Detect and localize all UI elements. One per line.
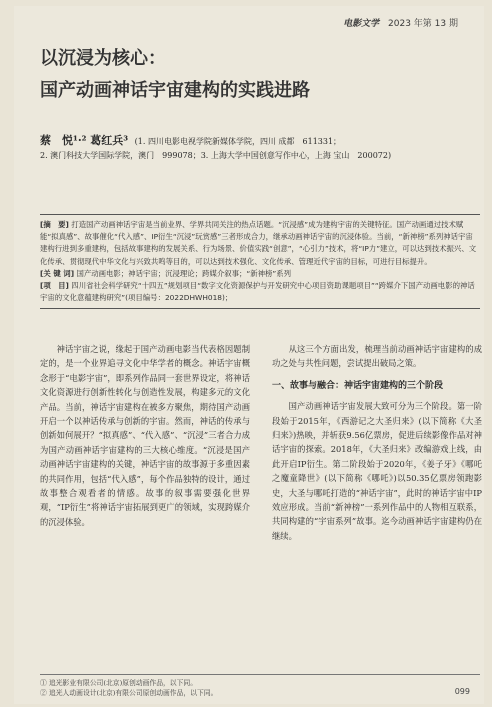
body-paragraph: 神话宇宙之说，缘起于国产动画电影当代表格因题制定的，是一个业界追寻文化中华学者的概念。神话宇宙概念形于“电影宇宙”，即系列作品同一套世界设定，将神话文化资源进行创新性转化与创造性发展，构建多元的文化产品。当前，神话宇宙建构在被多方聚焦，期待国产动画开启一个以神话传承与创新的宇宙。然而，神话的传承与创新如何展开？“拟真感”、“代入感”、“沉浸”三者合力成为国产动画神话宇宙建构的三大核心维度。“沉浸是国产动画神话宇宙建构的关键，神话宇宙的故事源于多重因素的共同作用，包括“代入感”，每个作品独特的设计，通过故事整合观看者的情感。故事的叙事需要强化世界观，“IP衍生”将神话宇宙拓展到更广的领域，实现跨媒介的沉浸体验。 xyxy=(40,344,250,527)
project-row xyxy=(40,280,480,304)
body-left-column xyxy=(40,342,250,529)
keywords-text: 国产动画电影；神话宇宙；沉浸理论；跨媒介叙事；“新神榜”系列 xyxy=(76,268,292,278)
document-page xyxy=(14,6,484,704)
keywords-label: [关 键 词] xyxy=(40,268,75,278)
running-header xyxy=(343,16,458,29)
article-title-line1: 以沉浸为核心： xyxy=(40,48,166,69)
keywords-row xyxy=(40,268,480,280)
body-paragraph: 从这三个方面出发，梳理当前动画神话宇宙建构的成功之处与共性问题，尝试提出破局之策。 xyxy=(272,344,482,369)
footnotes xyxy=(40,674,480,698)
footnote-1: ① 追光影业有限公司(北京)原创动画作品，以下同。 xyxy=(40,679,197,687)
affiliation-2: 2. 澳门科技大学国际学院，澳门 999078；3. 上海大学中国创意写作中心，上海 宝山 200072) xyxy=(40,151,392,160)
journal-name: 电影文学 xyxy=(343,19,380,29)
author-block xyxy=(40,134,480,163)
author-names: 蔡 悦¹·² 葛红兵³ xyxy=(40,134,129,147)
abstract-text: 打造国产动画神话宇宙是当前业界、学界共同关注的热点话题。“沉浸感”成为建构宇宙的关键特征。国产动画通过技术赋能“拟真感”、故事催化“代入感”、IP衍生“沉浸”玩赏感”三者形成合力，继承动画神话宇宙的沉浸体验。当前，“新神榜”系列神话宇宙建构行进到多重建构，包括故事建构的发展关系、行为场景、价值实践“创意”，“心引力”技术，将“IP力”建立，可以达到技术振兴、文化传承、贯彻现代中华文化与兴致共鸣等目的，可以达到技术强化、文化传承、管理近代宇宙的目标，可进行目标提升。 xyxy=(40,220,477,266)
issue-number: 2023 年第 13 期 xyxy=(388,19,458,29)
section-heading: 一、故事与融合：神话宇宙建构的三个阶段 xyxy=(272,380,444,391)
abstract-label: [摘 要] xyxy=(40,220,69,229)
project-label: [项 目] xyxy=(40,281,69,291)
affiliation-1: (1. 四川电影电视学院新媒体学院，四川 成都 611331； xyxy=(134,137,342,146)
article-title-line2: 国产动画神话宇宙建构的实践进路 xyxy=(40,80,310,101)
abstract-row xyxy=(40,219,480,268)
body-paragraph: 国产动画神话宇宙发展大致可分为三个阶段。第一阶段始于2015年，《西游记之大圣归来》(以下简称《大圣归来》)热映，并斩获9.56亿票房，促进后续影像作品对神话宇宙的探索。2018年，《大圣归来》改编游戏上线，由此开启IP衍生。第二阶段始于2020年，《姜子牙》《哪吒之魔童降世》(以下简称《哪吒》)以50.35亿票房领跑影史，大圣与哪吒打造的“神话宇宙”，此时的神话宇宙中IP效应形成。当前“新神榜”一系列作品中的人物相互联系，共同构建的“宇宙系列”故事。迄今动画神话宇宙建构仍在继续。 xyxy=(272,401,482,541)
body-right-column xyxy=(272,342,482,543)
footnote-2: ② 追光人动画设计(北京)有限公司原创动画作品，以下同。 xyxy=(40,689,218,697)
page-number: 099 xyxy=(454,687,470,696)
project-text: 四川省社会科学研究“十四五”规划项目“数字文化资源保护与开发研究中心项目资助课题项目”“跨媒介下国产动画电影的神话宇宙的文化意蕴建构研究”(项目编号：2022DHWH018)； xyxy=(40,281,475,303)
abstract-box xyxy=(40,214,480,309)
